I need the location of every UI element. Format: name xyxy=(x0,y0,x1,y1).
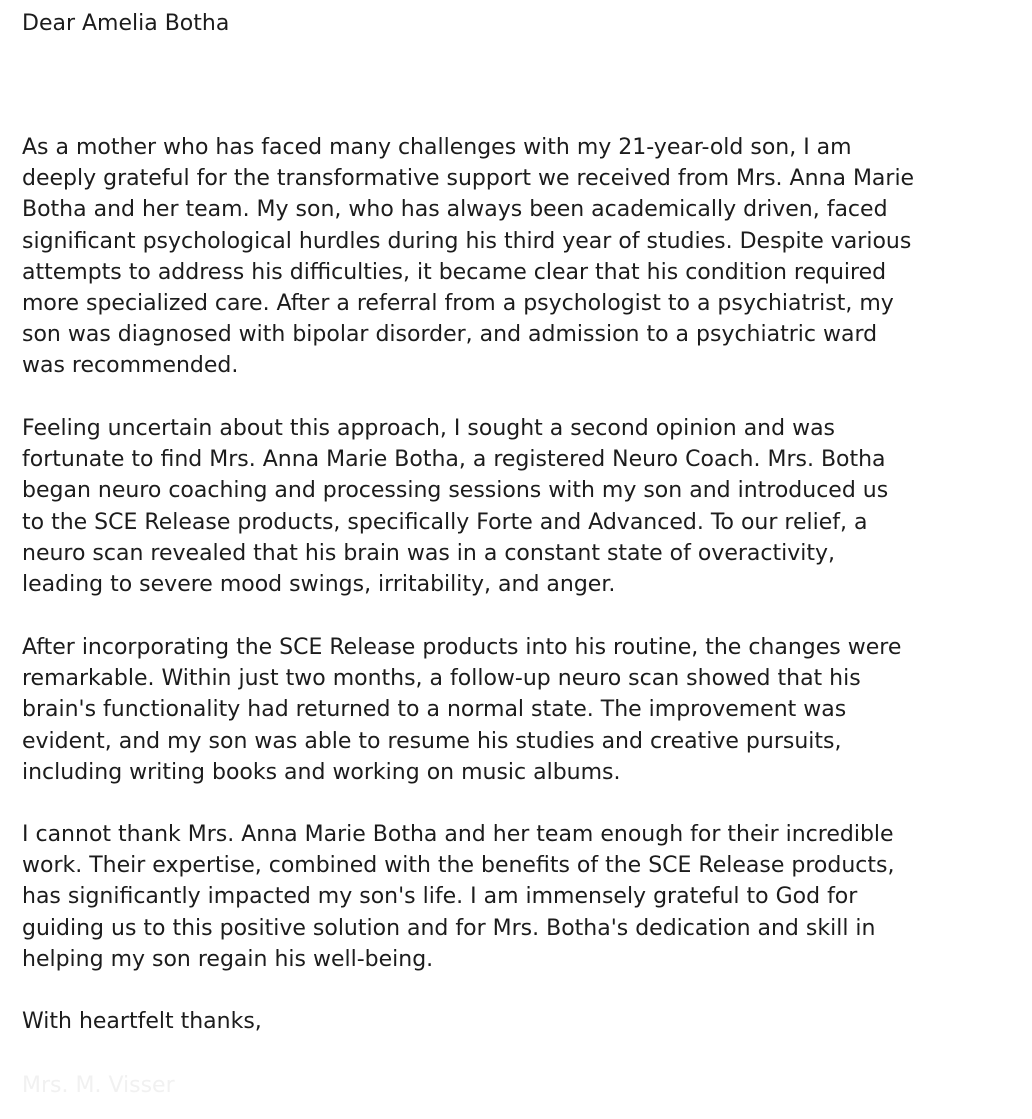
faded-signature: Mrs. M. Visser xyxy=(22,1073,175,1098)
paragraph-line: Botha and her team. My son, who has always been academically driven, faced xyxy=(22,197,888,223)
paragraph-line: brain's functionality had returned to a normal state. The improvement was xyxy=(22,697,847,723)
paragraph-line: son was diagnosed with bipolar disorder, and admission to a psychiatric ward xyxy=(22,322,878,348)
paragraph-line: After incorporating the SCE Release products into his routine, the changes were xyxy=(22,635,902,660)
paragraph-line: leading to severe mood swings, irritability, and anger. xyxy=(22,572,616,598)
paragraph-line: evident, and my son was able to resume his studies and creative pursuits, xyxy=(22,728,842,754)
paragraph-1 xyxy=(22,132,914,382)
paragraph-line: work. Their expertise, combined with the benefits of the SCE Release products, xyxy=(22,853,895,879)
paragraph-line: I cannot thank Mrs. Anna Marie Botha and her team enough for their incredible xyxy=(22,822,894,847)
paragraph-line: neuro scan revealed that his brain was in a constant state of overactivity, xyxy=(22,540,836,566)
paragraph-line: remarkable. Within just two months, a follow-up neuro scan showed that his xyxy=(22,666,861,692)
paragraph-line: guiding us to this positive solution and for Mrs. Botha's dedication and skill in xyxy=(22,915,876,941)
paragraph-line: attempts to address his difficulties, it became clear that his condition required xyxy=(22,259,887,285)
paragraph-line: has significantly impacted my son's life. I am immensely grateful to God for xyxy=(22,884,858,910)
paragraph-4 xyxy=(22,819,894,975)
paragraph-2 xyxy=(22,413,888,600)
paragraph-line: more specialized care. After a referral from a psychologist to a psychiatrist, my xyxy=(22,291,894,317)
paragraph-line: to the SCE Release products, specifically Forte and Advanced. To our relief, a xyxy=(22,509,868,535)
paragraph-line: Feeling uncertain about this approach, I sought a second opinion and was xyxy=(22,416,836,441)
paragraph-line: significant psychological hurdles during his third year of studies. Despite various xyxy=(22,228,912,254)
closing-line: With heartfelt thanks, xyxy=(22,1009,262,1034)
paragraph-line: helping my son regain his well-being. xyxy=(22,946,434,972)
paragraph-line: deeply grateful for the transformative support we received from Mrs. Anna Marie xyxy=(22,166,915,192)
paragraph-line: including writing books and working on music albums. xyxy=(22,759,621,785)
paragraph-line: was recommended. xyxy=(22,353,239,379)
paragraph-3 xyxy=(22,632,901,788)
greeting: Dear Amelia Botha xyxy=(22,11,230,36)
paragraph-line: fortunate to find Mrs. Anna Marie Botha, a registered Neuro Coach. Mrs. Botha xyxy=(22,447,886,473)
paragraph-line: As a mother who has faced many challenges with my 21-year-old son, I am xyxy=(22,135,852,160)
letter xyxy=(22,8,1027,1098)
paragraph-line: began neuro coaching and processing sessions with my son and introduced us xyxy=(22,478,889,504)
